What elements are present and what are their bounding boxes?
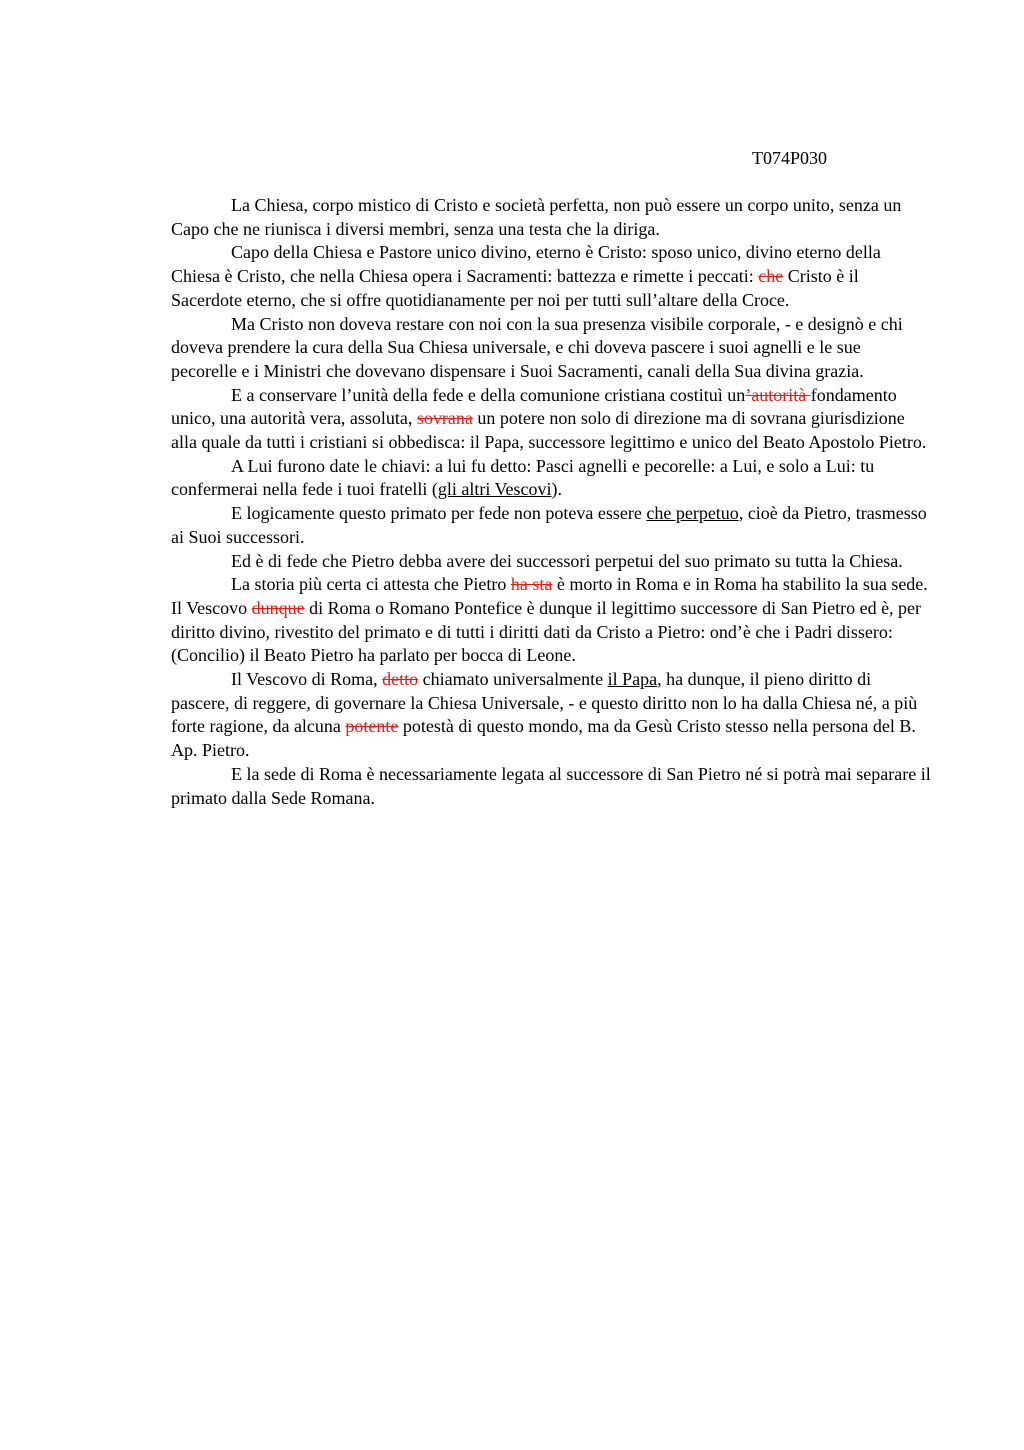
- text-run: di Roma o Romano Pontefice è dunque il legittimo successore di San Pietro ed è, per diritto divino, rivestito del primato e di tutti i diritti dati da Cristo a Pietro: ond’è che i Padri dissero: (Concilio) il Beato Pietro ha parlato per bocca di Leone.: [171, 597, 922, 666]
- deleted-text: che: [758, 266, 784, 287]
- deleted-text: potente: [345, 716, 399, 737]
- text-run: , ha dunque, il pieno diritto di pascere, di reggere, di governare la Chiesa Universale, - e questo diritto non lo ha dalla Chiesa né, a più forte ragione, da alcuna: [171, 669, 918, 737]
- text-run: La storia più certa ci attesta che Pietro: [231, 574, 511, 595]
- document-code: T074P030: [752, 148, 828, 168]
- paragraph: [171, 502, 931, 549]
- text-run: chiamato universalmente: [418, 669, 608, 690]
- underlined-text: che perpetuo: [646, 503, 739, 524]
- deleted-text: ha sta: [510, 574, 553, 595]
- underlined-text: il Papa: [607, 669, 658, 690]
- text-run: un potere non solo di direzione ma di sovrana giurisdizione alla quale da tutti i cristiani si obbedisca: il Papa, successore legittimo e unico del Beato Apostolo Pietro.: [171, 408, 927, 453]
- paragraph: [171, 313, 931, 384]
- deleted-text: detto: [382, 669, 419, 690]
- text-run: E logicamente questo primato per fede non poteva essere: [231, 503, 647, 524]
- deleted-text: ’autorità: [745, 384, 811, 405]
- paragraph: [171, 241, 931, 312]
- paragraph: [171, 550, 931, 574]
- paragraph: [171, 763, 931, 810]
- paragraph: [171, 455, 931, 502]
- paragraph: [171, 384, 931, 455]
- paragraph: [171, 194, 931, 241]
- text-run: Il Vescovo di Roma,: [231, 669, 383, 690]
- paragraph: [171, 668, 931, 763]
- text-run: Ma Cristo non doveva restare con noi con la sua presenza visibile corporale, - e designò e chi doveva prendere la cura della Sua Chiesa universale, e chi doveva pascere i suoi agnelli e le sue pecorelle e i Ministri che dovevano dispensare i Suoi Sacramenti, canali della Sua divina grazia.: [171, 313, 903, 381]
- deleted-text: sovrana: [416, 408, 473, 429]
- text-run: ).: [551, 479, 563, 500]
- document-body: [171, 194, 931, 810]
- paragraph: [171, 573, 931, 668]
- text-run: La Chiesa, corpo mistico di Cristo e società perfetta, non può essere un corpo unito, senza un Capo che ne riunisca i diversi membri, senza una testa che la diriga.: [171, 195, 902, 239]
- text-run: A Lui furono date le chiavi: a lui fu detto: Pasci agnelli e pecorelle: a Lui, e solo a Lui: tu confermerai nella fede i tuoi fratelli (: [171, 455, 875, 500]
- text-run: , cioè da Pietro, trasmesso ai Suoi successori.: [171, 503, 927, 547]
- text-run: potestà di questo mondo, ma da Gesù Cristo stesso nella persona del B. Ap. Pietro.: [171, 716, 916, 761]
- text-run: fondamento unico, una autorità vera, assoluta,: [171, 384, 897, 429]
- underlined-text: gli altri Vescovi: [437, 479, 552, 500]
- text-run: E la sede di Roma è necessariamente legata al successore di San Pietro né si potrà mai separare il primato dalla Sede Romana.: [171, 763, 931, 808]
- text-run: E a conservare l’unità della fede e della comunione cristiana costituì un: [231, 384, 746, 405]
- text-run: Ed è di fede che Pietro debba avere dei successori perpetui del suo primato su tutta la Chiesa.: [231, 550, 903, 571]
- deleted-text: dunque: [251, 597, 305, 618]
- text-run: Cristo è il Sacerdote eterno, che si offre quotidianamente per noi per tutti sull’altare della Croce.: [171, 266, 859, 310]
- text-run: Capo della Chiesa e Pastore unico divino, eterno è Cristo: sposo unico, divino eterno della Chiesa è Cristo, che nella Chiesa opera i Sacramenti: battezza e rimette i peccati:: [171, 242, 881, 287]
- text-run: è morto in Roma e in Roma ha stabilito la sua sede. Il Vescovo: [171, 574, 928, 618]
